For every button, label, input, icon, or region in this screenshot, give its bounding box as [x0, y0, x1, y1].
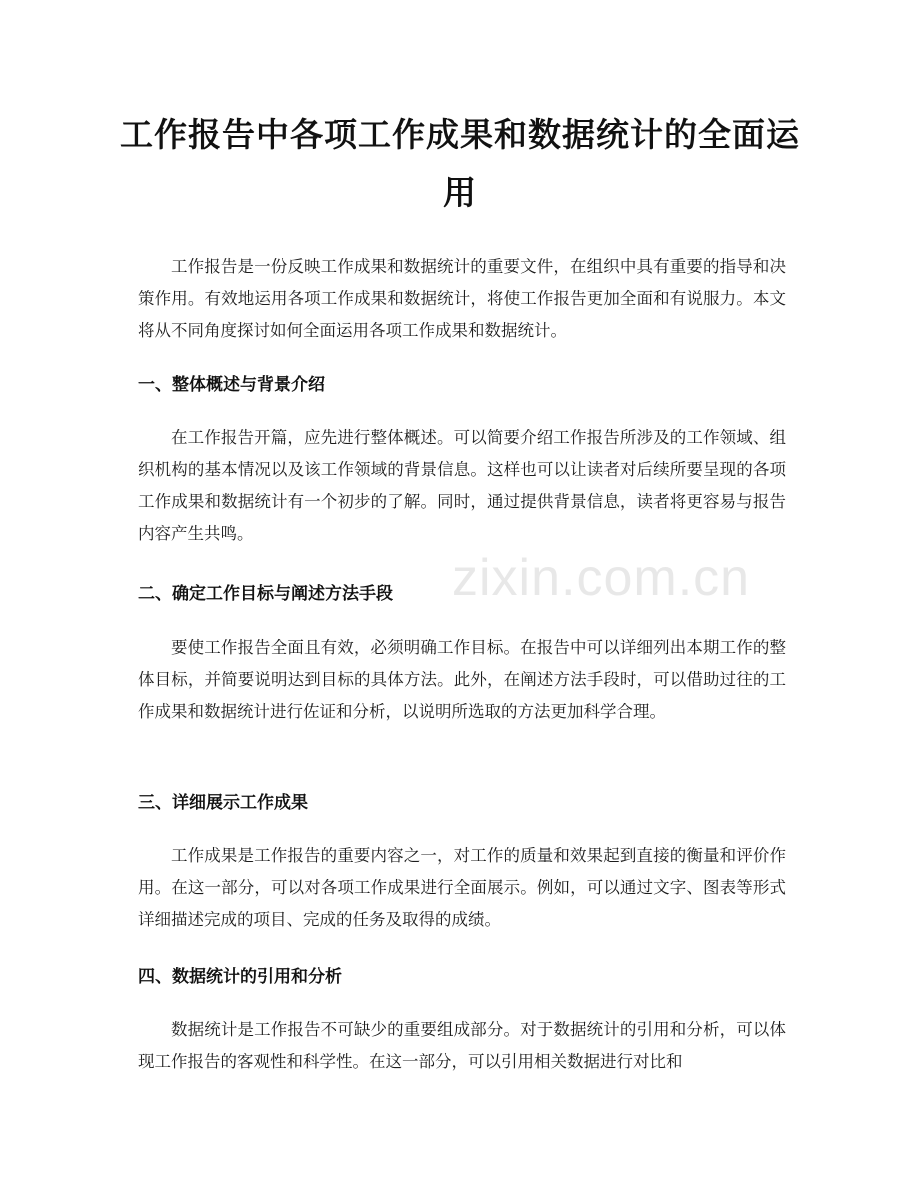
- section-1-heading: 一、整体概述与背景介绍: [138, 375, 325, 395]
- section-3-heading: 三、详细展示工作成果: [138, 793, 308, 813]
- section-4-heading: 四、数据统计的引用和分析: [138, 967, 342, 987]
- section-2-paragraph: 要使工作报告全面且有效，必须明确工作目标。在报告中可以详细列出本期工作的整体目标，并简要说明达到目标的具体方法。此外，在阐述方法手段时，可以借助过往的工作成果和数据统计进行佐证和分析，以说明所选取的方法更加科学合理。: [138, 638, 786, 721]
- section-4-paragraph: 数据统计是工作报告不可缺少的重要组成部分。对于数据统计的引用和分析，可以体现工作报告的客观性和科学性。在这一部分，可以引用相关数据进行对比和: [138, 1020, 786, 1071]
- section-2-heading: 二、确定工作目标与阐述方法手段: [138, 584, 393, 604]
- intro-paragraph: 工作报告是一份反映工作成果和数据统计的重要文件，在组织中具有重要的指导和决策作用。有效地运用各项工作成果和数据统计，将使工作报告更加全面和有说服力。本文将从不同角度探讨如何全面运用各项工作成果和数据统计。: [138, 257, 786, 340]
- document-title: 工作报告中各项工作成果和数据统计的全面运用: [120, 115, 800, 212]
- section-1-paragraph: 在工作报告开篇，应先进行整体概述。可以简要介绍工作报告所涉及的工作领域、组织机构的基本情况以及该工作领域的背景信息。这样也可以让读者对后续所要呈现的各项工作成果和数据统计有一个初步的了解。同时，通过提供背景信息，读者将更容易与报告内容产生共鸣。: [138, 428, 786, 543]
- section-3-paragraph: 工作成果是工作报告的重要内容之一，对工作的质量和效果起到直接的衡量和评价作用。在这一部分，可以对各项工作成果进行全面展示。例如，可以通过文字、图表等形式详细描述完成的项目、完成的任务及取得的成绩。: [138, 846, 786, 929]
- watermark: zixin.com.cn: [452, 549, 751, 607]
